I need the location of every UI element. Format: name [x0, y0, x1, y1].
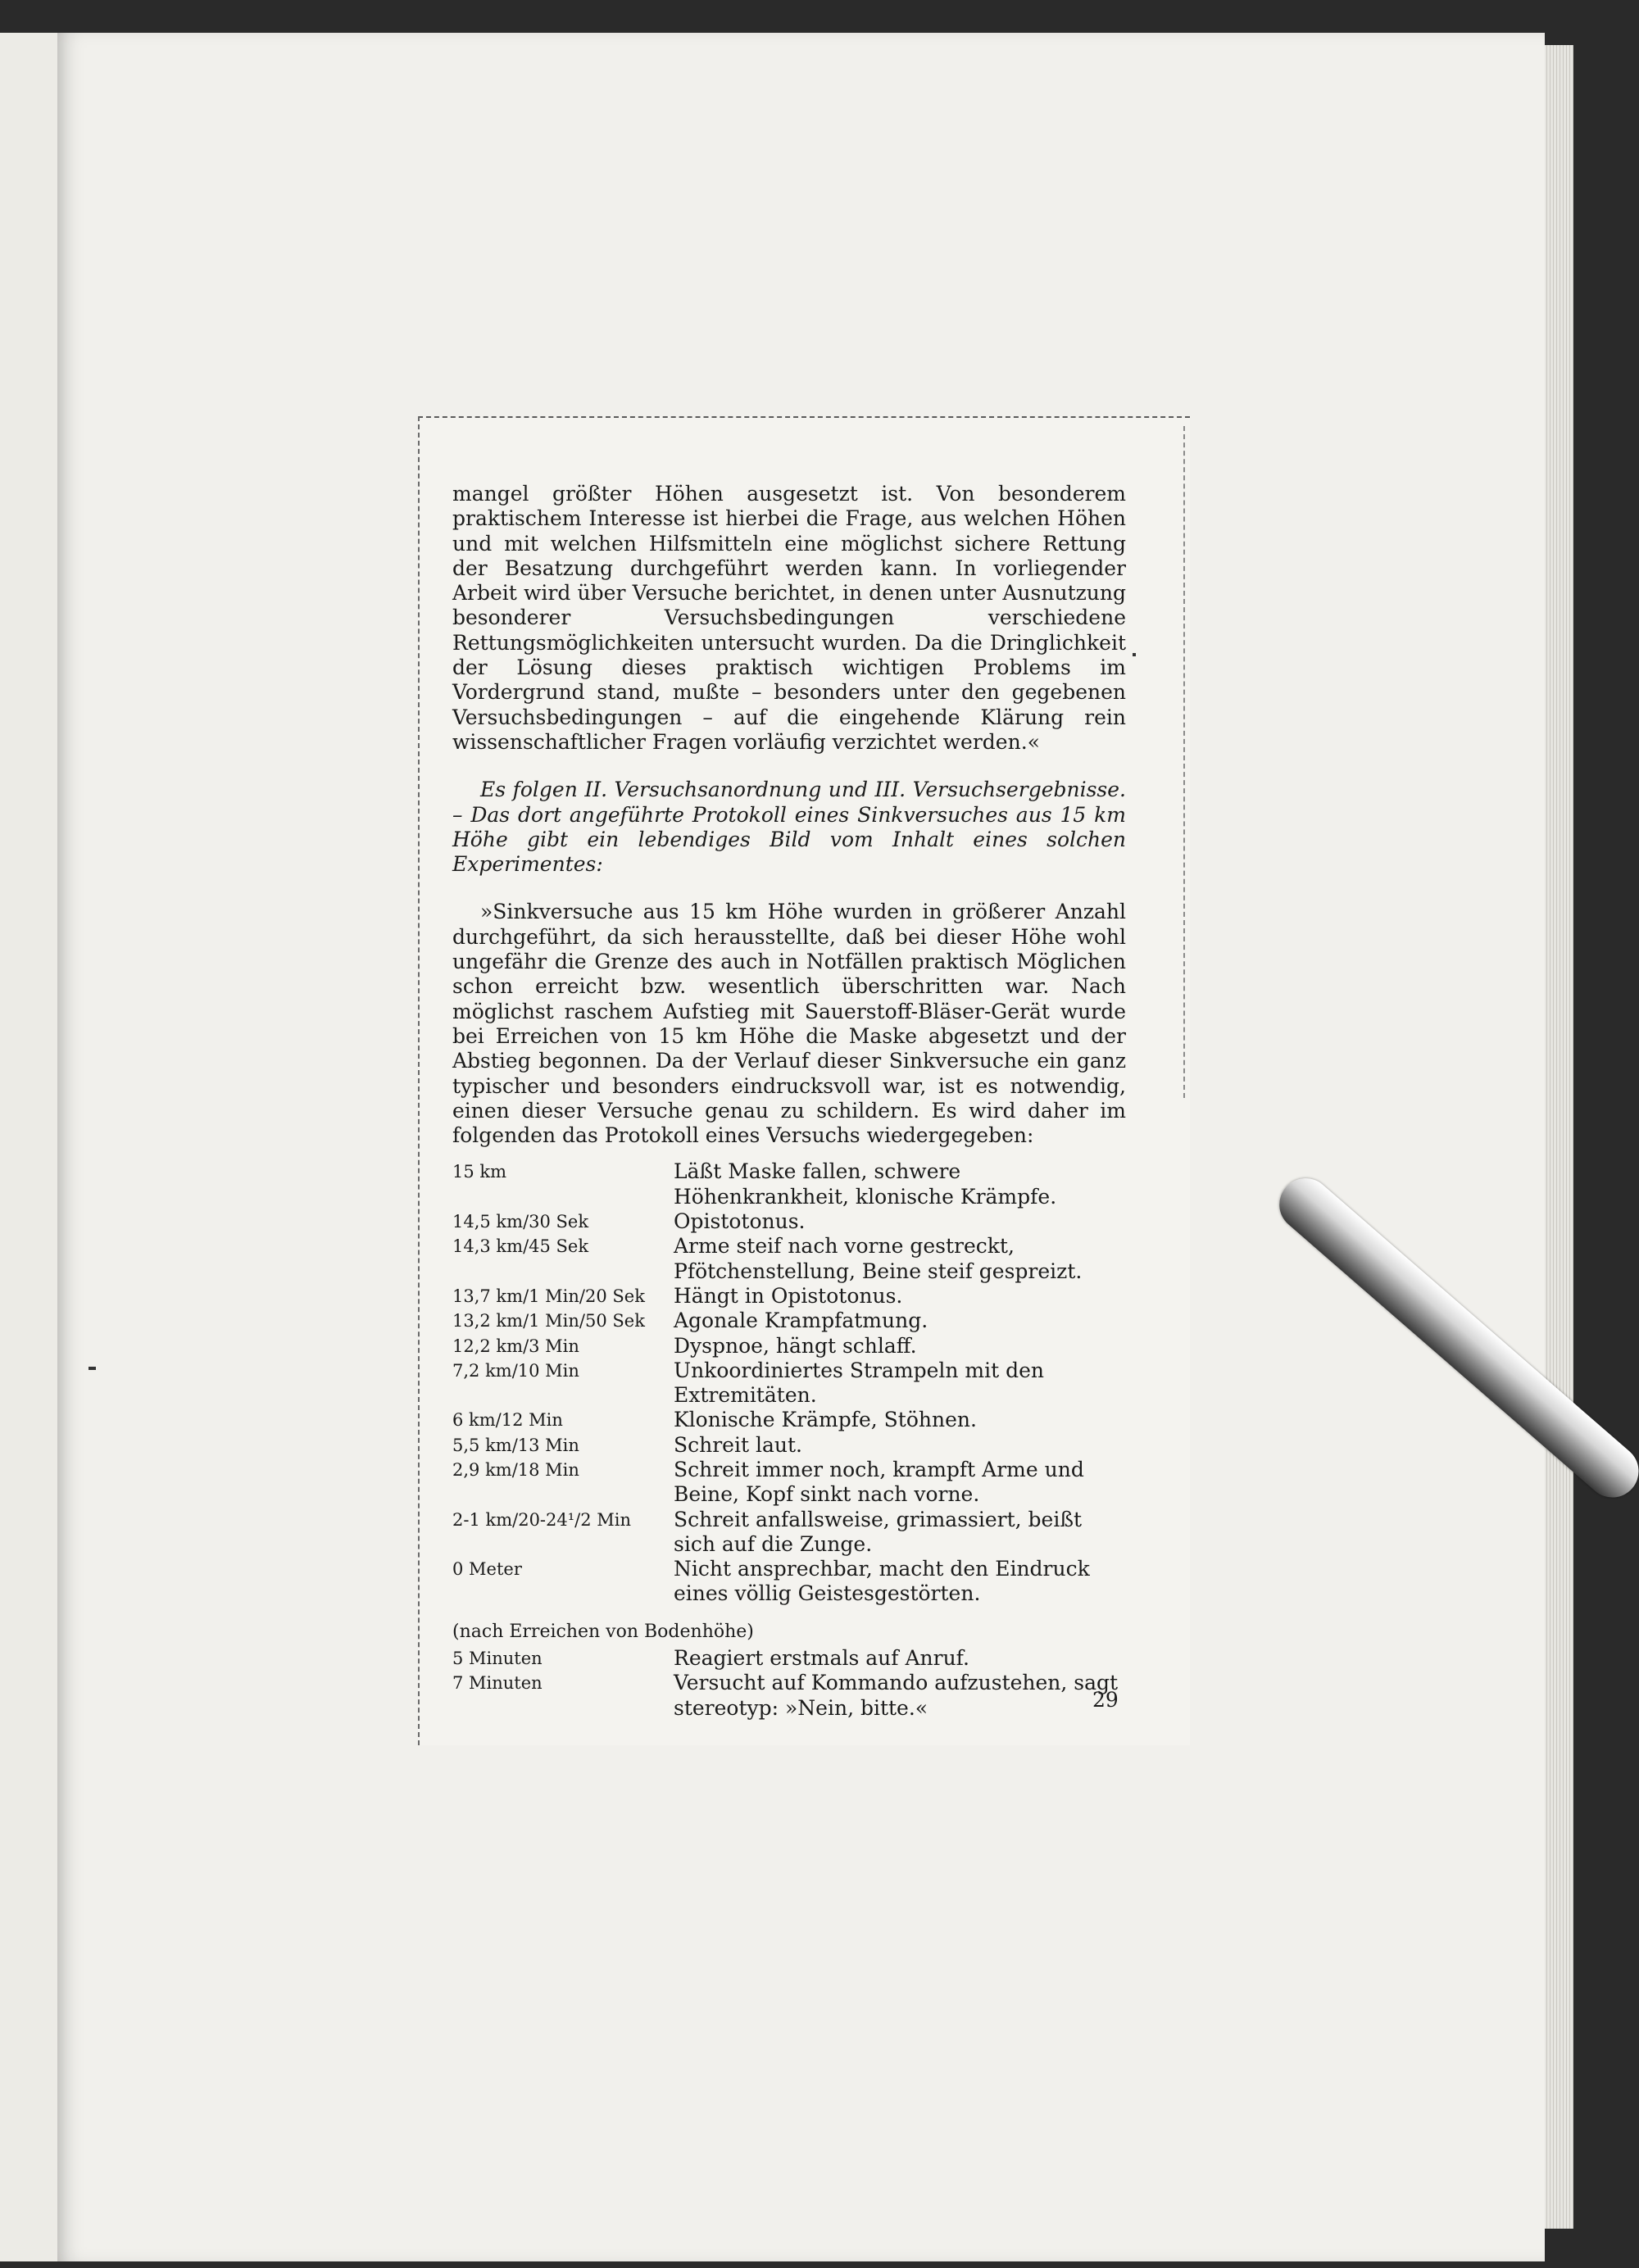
time-cell: 7 Minuten: [452, 1673, 543, 1694]
observation-cell: Dyspnoe, hängt schlaff.: [674, 1333, 917, 1358]
observation-cell: Schreit anfallsweise, grimassiert, beißt sich auf die Zunge.: [674, 1507, 1083, 1556]
page-number: 29: [1092, 1688, 1119, 1712]
table-row: [452, 1309, 1126, 1333]
altitude-cell: 5,5 km/13 Min: [452, 1435, 579, 1455]
margin-mark: [89, 1367, 96, 1370]
table-row: [452, 1159, 1126, 1209]
observation-cell: Versucht auf Kommando aufzustehen, sagt stereotyp: »Nein, bitte.«: [674, 1671, 1119, 1720]
altitude-cell: 14,5 km/30 Sek: [452, 1212, 589, 1232]
observation-cell: Schreit immer noch, krampft Arme und Beine, Kopf sinkt nach vorne.: [674, 1457, 1084, 1507]
altitude-cell: 2-1 km/20-24¹/2 Min: [452, 1509, 632, 1530]
table-row: [452, 1646, 1126, 1671]
altitude-cell: 2,9 km/18 Min: [452, 1459, 579, 1480]
after-ground-label: (nach Erreichen von Bodenhöhe): [452, 1621, 754, 1642]
observation-cell: Agonale Krampfatmung.: [674, 1309, 928, 1333]
observation-cell: Schreit laut.: [674, 1432, 802, 1457]
after-ground-table: [452, 1646, 1126, 1721]
table-row: [452, 1209, 1126, 1234]
document-body: [452, 482, 1126, 1721]
margin-mark: [1133, 653, 1136, 656]
table-row: [452, 1557, 1126, 1607]
observation-cell: Läßt Maske fallen, schwere Höhenkrankheit, klonische Krämpfe.: [674, 1159, 1057, 1209]
altitude-cell: 14,3 km/45 Sek: [452, 1236, 589, 1257]
intro-paragraph: mangel größter Höhen ausgesetzt ist. Von besonderem praktischem Interesse ist hierbei die Frage, aus welchen Höhen und mit welchen Hilfsmitteln eine möglichst sichere Rettung der Besatzung durchgeführt werden kann. In vorliegender Arbeit wird über Versuche berichtet, in denen unter Ausnutzung besonderer Versuchsbedingungen verschiedene Rettungsmöglichkeiten untersucht wurden. Da die Dringlichkeit der Lösung dieses praktisch wichtigen Problems im Vordergrund stand, mußte – besonders unter den gegebenen Versuchsbedingungen – auf die eingehende Klärung rein wissenschaftlicher Fragen vorläufig verzichtet werden.«: [452, 482, 1126, 754]
clipping-right-edge: [1183, 426, 1187, 1098]
altitude-cell: 15 km: [452, 1162, 507, 1182]
observation-cell: Reagiert erstmals auf Anruf.: [674, 1646, 969, 1671]
altitude-cell: 6 km/12 Min: [452, 1410, 563, 1431]
altitude-cell: 13,7 km/1 Min/20 Sek: [452, 1286, 645, 1306]
table-row: [452, 1508, 1126, 1558]
italic-transition-paragraph: Es folgen II. Versuchsanordnung und III. Versuchsergebnisse. – Das dort angeführte Protokoll eines Sinkversuches aus 15 km Höhe gibt ein lebendiges Bild vom Inhalt eines solchen Experimentes:: [452, 778, 1126, 877]
protocol-intro-paragraph: »Sinkversuche aus 15 km Höhe wurden in größerer Anzahl durchgeführt, da sich herausstellte, daß bei dieser Höhe wohl ungefähr die Grenze des auch in Notfällen praktisch Möglichen schon erreicht bzw. wesentlich überschritten war. Nach möglichst raschem Aufstieg mit Sauerstoff-Bläser-Gerät wurde bei Erreichen von 15 km Höhe die Maske abgesetzt und der Abstieg begonnen. Da der Verlauf dieser Sinkversuche ein ganz typischer und besonders eindrucksvoll war, ist es notwendig, einen dieser Versuche genau zu schildern. Es wird daher im folgenden das Protokoll eines Versuchs wiedergegeben:: [452, 900, 1126, 1148]
table-row: [452, 1359, 1126, 1408]
observation-cell: Unkoordiniertes Strampeln mit den Extremitäten.: [674, 1358, 1045, 1408]
altitude-cell: 0 Meter: [452, 1559, 522, 1580]
table-row: [452, 1433, 1126, 1458]
observation-cell: Nicht ansprechbar, macht den Eindruck eines völlig Geistesgestörten.: [674, 1557, 1090, 1606]
left-page-edge: [0, 33, 60, 2261]
altitude-cell: 13,2 km/1 Min/50 Sek: [452, 1311, 645, 1331]
table-row: [452, 1334, 1126, 1359]
table-row: [452, 1284, 1126, 1309]
altitude-cell: 12,2 km/3 Min: [452, 1336, 579, 1356]
protocol-table: [452, 1159, 1126, 1606]
table-row: [452, 1234, 1126, 1284]
altitude-cell: 7,2 km/10 Min: [452, 1360, 579, 1381]
table-row: [452, 1408, 1126, 1432]
time-cell: 5 Minuten: [452, 1649, 543, 1669]
observation-cell: Arme steif nach vorne gestreckt, Pfötchenstellung, Beine steif gespreizt.: [674, 1234, 1083, 1283]
table-row: [452, 1671, 1126, 1721]
observation-cell: Klonische Krämpfe, Stöhnen.: [674, 1408, 977, 1432]
observation-cell: Hängt in Opistotonus.: [674, 1283, 903, 1308]
observation-cell: Opistotonus.: [674, 1209, 806, 1234]
table-row: [452, 1458, 1126, 1508]
